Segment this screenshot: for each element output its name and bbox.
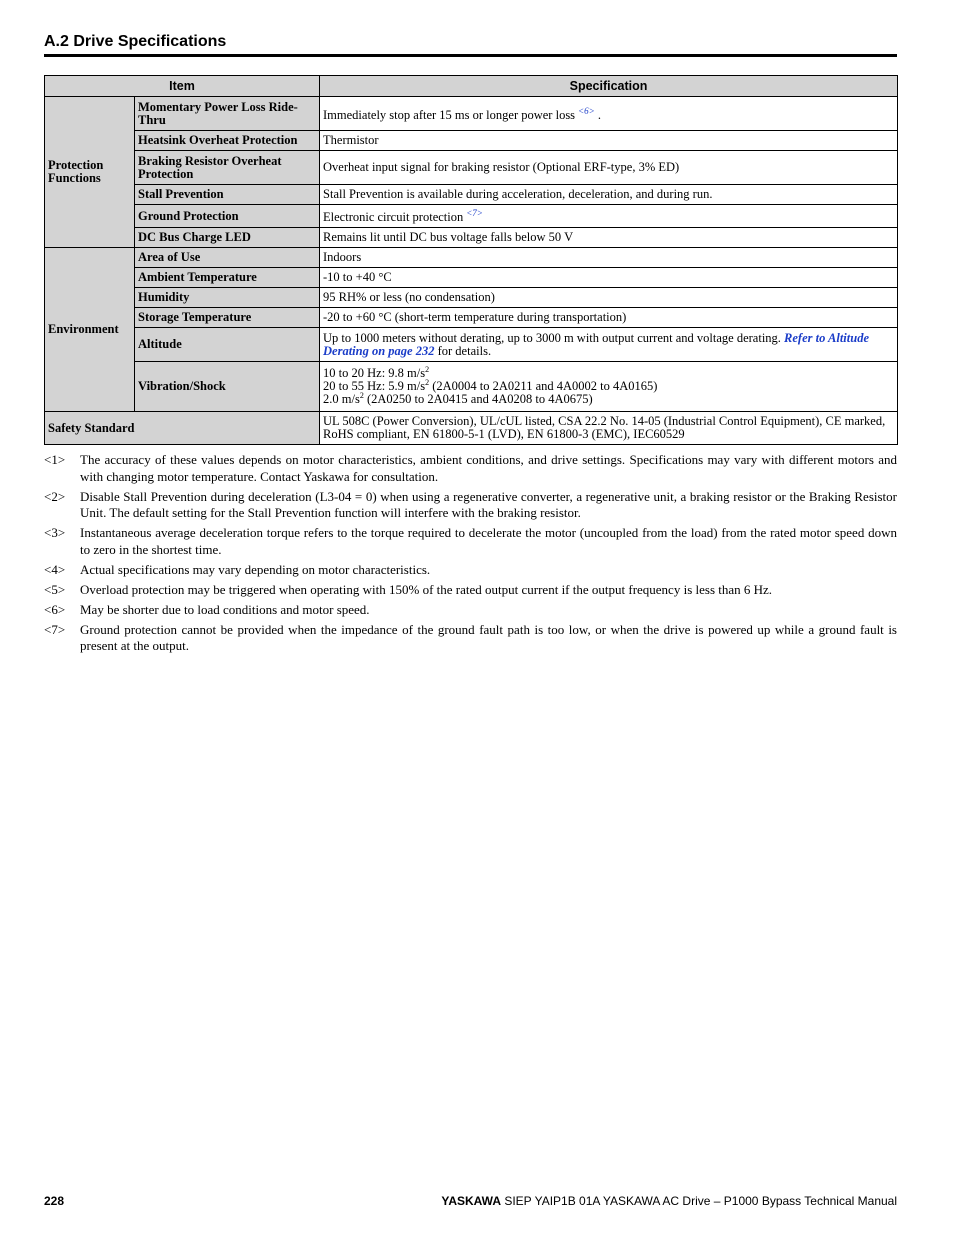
footnote (44, 452, 897, 485)
spec-suffix: for details. (437, 343, 492, 358)
spec-value: Thermistor (320, 131, 898, 151)
note-7-link[interactable]: <7> (466, 208, 483, 219)
table-row (45, 185, 898, 205)
footnote-text: The accuracy of these values depends on motor characteristics, ambient conditions, and drive settings. Specifications may vary with different motors and with changing motor temperature. Contact Yaskawa for consultation. (80, 452, 897, 484)
spec-value (320, 362, 898, 412)
footnote (44, 562, 897, 579)
specifications-table (44, 75, 898, 445)
footnote-text: Overload protection may be triggered when operating with 150% of the rated output current if the output frequency is less than 6 Hz. (80, 581, 773, 597)
vibration-models: (2A0004 to 2A0211 and 4A0002 to 4A0165) (429, 379, 658, 393)
table-row (45, 328, 898, 362)
table-row (45, 308, 898, 328)
footnote-text: Instantaneous average deceleration torque refers to the torque required to decelerate the motor (uncoupled from the load) from the rated motor speed down to zero in the shortest time. (80, 525, 897, 557)
footnotes (44, 452, 897, 658)
spec-suffix: . (597, 108, 601, 123)
spec-value: UL 508C (Power Conversion), UL/cUL listed, CSA 22.2 No. 14-05 (Industrial Control Equipment), CE marked, RoHS compliant, EN 61800-5-1 (LVD), EN 61800-3 (EMC), IEC60529 (320, 412, 898, 445)
spec-value: Stall Prevention is available during acceleration, deceleration, and during run. (320, 185, 898, 205)
section-rule (44, 54, 897, 57)
footnote-text: May be shorter due to load conditions and motor speed. (80, 601, 370, 617)
table-row (45, 131, 898, 151)
spec-value: Overheat input signal for braking resistor (Optional ERF-type, 3% ED) (320, 151, 898, 185)
table-row (45, 268, 898, 288)
exponent: 2 (359, 390, 364, 400)
item-label: Heatsink Overheat Protection (135, 131, 320, 151)
spec-value: Remains lit until DC bus voltage falls below 50 V (320, 228, 898, 248)
footnote-text: Ground protection cannot be provided when the impedance of the ground fault path is too low, or when the drive is powered up while a ground fault is present at the output. (80, 621, 897, 653)
item-label: Altitude (135, 328, 320, 362)
item-label: Ground Protection (135, 205, 320, 228)
item-label: Storage Temperature (135, 308, 320, 328)
note-6-link[interactable]: <6> (578, 105, 595, 116)
table-row (45, 151, 898, 185)
footnote-text: Disable Stall Prevention during deceleration (L3-04 = 0) when using a regenerative converter, a regenerative unit, a braking resistor or the Braking Resistor Unit. The default setting for the Stall Prevention function will interfere with the braking resistor. (80, 488, 897, 520)
table-row (45, 97, 898, 131)
footer-text: SIEP YAIP1B 01A YASKAWA AC Drive – P1000 Bypass Technical Manual (501, 1194, 897, 1208)
exponent: 2 (425, 377, 430, 387)
section-title: A.2 Drive Specifications (44, 33, 227, 50)
item-label: Area of Use (135, 248, 320, 268)
spec-value (320, 205, 898, 228)
spec-text: Up to 1000 meters without derating, up to 3000 m with output current and voltage derating. (323, 330, 781, 345)
vibration-models: (2A0250 to 2A0415 and 4A0208 to 4A0675) (363, 392, 593, 406)
spec-value (320, 97, 898, 131)
spec-value (320, 328, 898, 362)
table-header-row (45, 76, 898, 97)
group-environment: Environment (45, 248, 135, 412)
footnote-number: <2> (44, 488, 66, 504)
header-item: Item (45, 76, 320, 97)
footnote-number: <1> (44, 452, 66, 467)
table-row (45, 362, 898, 412)
footnote-text: Actual specifications may vary depending on motor characteristics. (80, 561, 431, 577)
footnote-number: <6> (44, 601, 66, 617)
spec-text: Immediately stop after 15 ms or longer power loss (323, 108, 576, 123)
item-label: Stall Prevention (135, 185, 320, 205)
altitude-derating-link[interactable]: Refer to Altitude Derating on page 232 (323, 330, 869, 358)
table-row (45, 288, 898, 308)
spec-value: -10 to +40 °C (320, 268, 898, 288)
table-row (45, 412, 898, 445)
footnote (44, 489, 897, 522)
footer-brand: YASKAWA (441, 1194, 501, 1208)
footnote (44, 622, 897, 655)
group-protection-functions: Protection Functions (45, 97, 135, 248)
vibration-text: 10 to 20 Hz: 9.8 m/s (323, 366, 426, 380)
item-label: Braking Resistor Overheat Protection (135, 151, 320, 185)
exponent: 2 (425, 364, 430, 374)
item-label: Vibration/Shock (135, 362, 320, 412)
footnote (44, 582, 897, 599)
spec-text: Electronic circuit protection (323, 210, 464, 225)
footnote-number: <5> (44, 581, 66, 597)
page-number: 228 (44, 1194, 65, 1208)
header-specification: Specification (320, 76, 898, 97)
footnote-number: <3> (44, 525, 66, 540)
item-label: Momentary Power Loss Ride-Thru (135, 97, 320, 131)
item-label: Ambient Temperature (135, 268, 320, 288)
footnote-number: <7> (44, 621, 66, 637)
spec-value: 95 RH% or less (no condensation) (320, 288, 898, 308)
spec-value: Indoors (320, 248, 898, 268)
footnote (44, 602, 897, 619)
vibration-line-3 (323, 390, 894, 406)
table-row (45, 205, 898, 228)
table-row (45, 228, 898, 248)
vibration-text: 2.0 m/s (323, 392, 360, 406)
group-safety-standard: Safety Standard (45, 412, 320, 445)
item-label: Humidity (135, 288, 320, 308)
footnote-number: <4> (44, 561, 66, 577)
spec-value: -20 to +60 °C (short-term temperature during transportation) (320, 308, 898, 328)
vibration-text: 20 to 55 Hz: 5.9 m/s (323, 379, 426, 393)
footer-title (441, 1194, 897, 1208)
item-label: DC Bus Charge LED (135, 228, 320, 248)
table-row (45, 248, 898, 268)
footnote (44, 525, 897, 558)
